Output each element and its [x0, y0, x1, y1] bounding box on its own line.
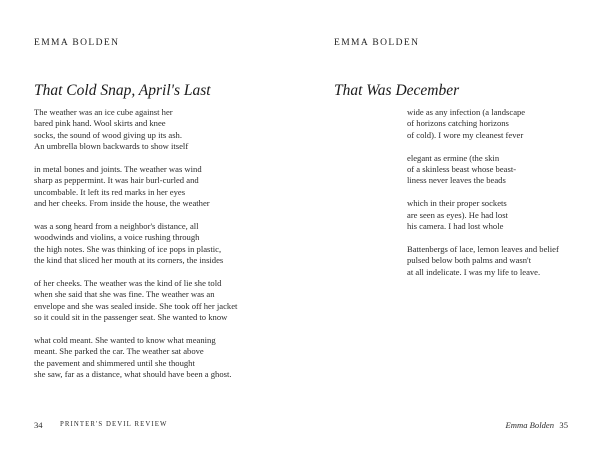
stanza [34, 278, 296, 324]
poem-line: when she said that she was fine. The weather was an [34, 289, 215, 300]
poem-title: That Was December [334, 82, 460, 99]
poem-body [407, 107, 597, 289]
page-number: 35 [559, 420, 568, 430]
poem-line: the high notes. She was thinking of ice pops in plastic, [34, 243, 222, 254]
poem-line: of her cheeks. The weather was the kind of lie she told [34, 278, 222, 289]
stanza [407, 107, 597, 141]
poem-line: pulsed below both palms and wasn't [407, 255, 531, 266]
stanza [407, 244, 597, 278]
poem-line: Battenbergs of lace, lemon leaves and belief [407, 243, 559, 254]
poem-line: his camera. I had lost whole [407, 221, 504, 232]
running-head-author: EMMA BOLDEN [34, 38, 120, 48]
stanza [34, 221, 296, 267]
right-page [300, 0, 600, 450]
running-head-author: EMMA BOLDEN [334, 38, 420, 48]
poem-title: That Cold Snap, April's Last [34, 82, 211, 99]
poem-line: so it could sit in the passenger seat. She wanted to know [34, 312, 228, 323]
poem-line: liness never leaves the beads [407, 175, 506, 186]
poem-line: The weather was an ice cube against her [34, 107, 173, 117]
journal-name: PRINTER'S DEVIL REVIEW [60, 421, 168, 428]
poem-line: in metal bones and joints. The weather was wind [34, 164, 202, 175]
stanza [34, 107, 296, 153]
poem-line: which in their proper sockets [407, 198, 507, 209]
page-number: 34 [34, 420, 43, 430]
poem-line: was a song heard from a neighbor's distance, all [34, 221, 199, 232]
poem-line: sharp as peppermint. It was hair burl-curled and [34, 175, 199, 186]
poem-line: envelope and she was sealed inside. She took off her jacket [34, 300, 238, 311]
stanza [407, 153, 597, 187]
poem-line: the pavement and shimmered until she thought [34, 357, 195, 368]
poem-line: woodwinds and violins, a voice rushing through [34, 232, 200, 243]
poem-line: and her cheeks. From inside the house, the weather [34, 198, 210, 209]
poem-line: bared pink hand. Wool skirts and knee [34, 118, 166, 129]
poem-line: she saw, far as a distance, what should have been a ghost. [34, 369, 232, 380]
stanza [34, 164, 296, 210]
poem-line: what cold meant. She wanted to know what meaning [34, 335, 216, 346]
poem-line: of horizons catching horizons [407, 118, 509, 129]
poem-line: uncombable. It left its red marks in her eyes [34, 186, 186, 197]
poem-line: at all indelicate. I was my life to leave. [407, 266, 541, 277]
poem-body [34, 107, 296, 392]
poem-line: of cold). I wore my cleanest fever [407, 129, 524, 140]
stanza [34, 335, 296, 381]
poem-line: the kind that sliced her mouth at its corners, the insides [34, 255, 224, 266]
footer-author: Emma Bolden [505, 420, 554, 430]
poem-line: meant. She parked the car. The weather sat above [34, 346, 204, 357]
poem-line: An umbrella blown backwards to show itself [34, 141, 189, 152]
poem-line: are seen as eyes). He had lost [407, 209, 508, 220]
poem-line: wide as any infection (a landscape [407, 107, 526, 117]
poem-line: of a skinless beast whose beast- [407, 164, 517, 175]
stanza [407, 198, 597, 232]
poem-line: elegant as ermine (the skin [407, 152, 500, 163]
poem-line: socks, the sound of wood giving up its ash. [34, 129, 182, 140]
